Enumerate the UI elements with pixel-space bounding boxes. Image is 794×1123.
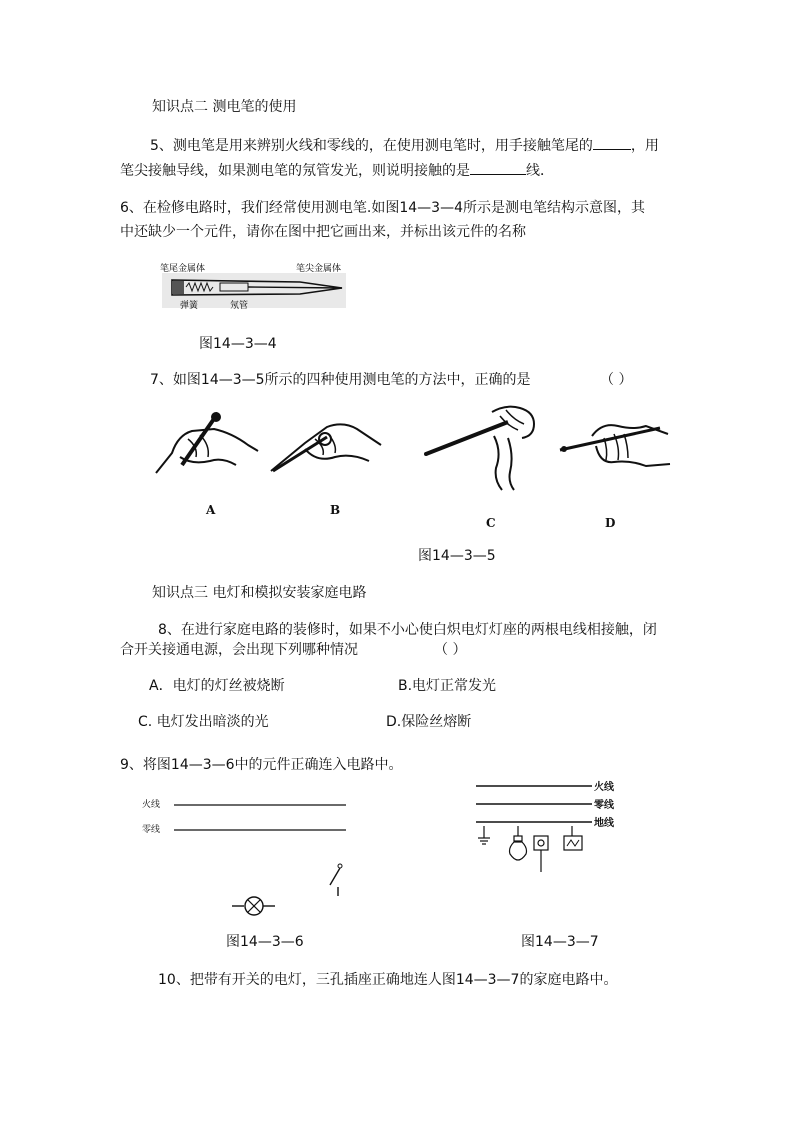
live-wire-label: 火线	[142, 800, 161, 810]
option-label-d: D	[605, 516, 616, 530]
ground-wire-label-7: 地线	[594, 818, 614, 829]
label-spring: 弹簧	[180, 301, 199, 311]
label-tail-metal: 笔尾金属体	[160, 264, 206, 274]
hand-illustration-b	[265, 415, 385, 485]
question-8-line-2: 合开关接通电源，会出现下列哪种情况	[120, 642, 358, 658]
question-8-option-b[interactable]: B.电灯正常发光	[398, 678, 497, 694]
question-7-answer-bracket[interactable]: （ ）	[600, 372, 633, 388]
hand-illustration-a	[152, 405, 262, 485]
question-10-text: 10、把带有开关的电灯，三孔插座正确地连人图14—3—7的家庭电路中。	[158, 972, 618, 988]
question-8-option-d[interactable]: D.保险丝熔断	[386, 714, 472, 730]
option-label-c: C	[486, 516, 496, 530]
switch-symbol	[330, 864, 342, 896]
question-6-line-2: 中还缺少一个元件，请你在图中把它画出来，并标出该元件的名称	[120, 224, 526, 240]
three-hole-outlet-icon	[564, 826, 582, 850]
figure-caption-14-3-6: 图14—3—6	[226, 934, 304, 950]
circuit-diagram-14-3-7[interactable]	[474, 776, 624, 876]
question-5-line-1	[150, 135, 659, 156]
question-5-text-b: ，用	[630, 138, 659, 154]
question-8-line-1: 8、在进行家庭电路的装修时，如果不小心使白炽电灯灯座的两根电线相接触，闭	[158, 622, 657, 638]
label-tip-metal: 笔尖金属体	[296, 264, 342, 274]
figure-caption-14-3-7: 图14—3—7	[521, 934, 599, 950]
question-5-text-d: 线．	[526, 163, 554, 179]
section-heading-2: 知识点二 测电笔的使用	[152, 99, 297, 115]
question-8-option-a[interactable]: A．电灯的灯丝被烧断	[149, 678, 285, 694]
question-5-text-a: 5、测电笔是用来辨别火线和零线的，在使用测电笔时，用手接触笔尾的	[150, 138, 593, 154]
neutral-wire-label: 零线	[142, 825, 161, 835]
option-label-b: B	[330, 503, 341, 517]
circuit-diagram-14-3-6[interactable]	[140, 795, 380, 925]
question-9-text: 9、将图14—3—6中的元件正确连入电路中。	[120, 757, 403, 773]
question-7-text: 7、如图14—3—5所示的四种使用测电笔的方法中，正确的是	[150, 372, 531, 388]
socket-icon	[534, 836, 548, 872]
hand-illustration-c	[422, 402, 542, 492]
live-wire-label-7: 火线	[594, 782, 614, 793]
section-heading-3: 知识点三 电灯和模拟安装家庭电路	[152, 585, 367, 601]
question-5-line-2	[120, 160, 554, 181]
question-8-option-c[interactable]: C. 电灯发出暗淡的光	[138, 714, 269, 730]
tip-metal-rod	[248, 287, 342, 288]
figure-caption-14-3-4: 图14—3—4	[199, 336, 277, 352]
hand-illustration-d	[556, 412, 676, 482]
answer-blank-5b[interactable]	[470, 160, 526, 175]
lamp-symbol	[232, 897, 275, 915]
tail-metal-body	[172, 281, 184, 294]
label-neon: 氖管	[230, 301, 249, 311]
option-label-a: A	[206, 503, 216, 517]
neutral-wire-label-7: 零线	[594, 800, 614, 811]
question-5-text-c: 笔尖接触导线，如果测电笔的氖管发光，则说明接触的是	[120, 163, 470, 179]
question-6-line-1: 6、在检修电路时，我们经常使用测电笔.如图14—3—4所示是测电笔结构示意图，其	[120, 200, 645, 216]
ground-symbol	[478, 826, 490, 844]
question-8-answer-bracket[interactable]: （ ）	[434, 642, 467, 658]
test-pen-diagram[interactable]	[150, 262, 350, 312]
figure-caption-14-3-5: 图14—3—5	[418, 548, 496, 564]
light-bulb-icon	[510, 826, 527, 860]
answer-blank-5a[interactable]	[593, 135, 631, 150]
